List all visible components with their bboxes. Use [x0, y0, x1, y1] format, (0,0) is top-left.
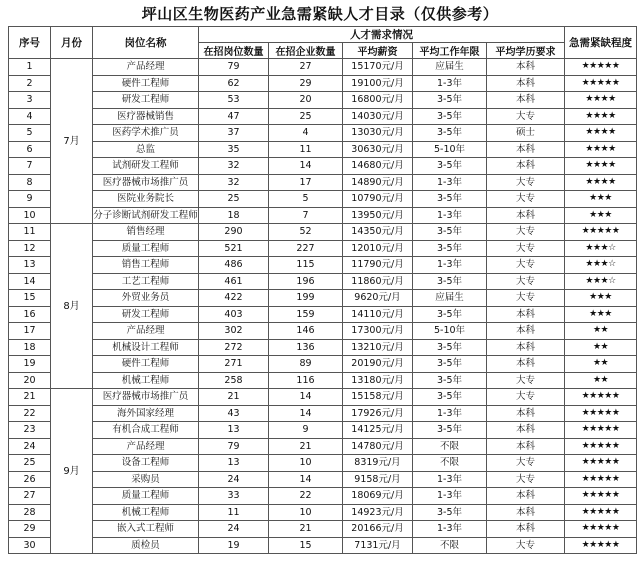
urgency-stars: ★★ — [565, 323, 637, 340]
urgency-stars: ★★★ — [565, 306, 637, 323]
table-row — [9, 257, 637, 274]
header-demand-group: 人才需求情况 — [199, 27, 565, 43]
row-number: 10 — [9, 207, 51, 224]
row-number: 22 — [9, 405, 51, 422]
open-posts: 521 — [199, 240, 269, 257]
education-level: 本科 — [487, 488, 565, 505]
education-level: 大专 — [487, 471, 565, 488]
hiring-companies: 20 — [269, 92, 343, 109]
row-number: 20 — [9, 372, 51, 389]
header-salary: 平均薪资 — [343, 43, 413, 59]
experience-years: 不限 — [413, 438, 487, 455]
table-row — [9, 537, 637, 554]
experience-years: 1-3年 — [413, 257, 487, 274]
month-cell: 8月 — [51, 224, 93, 389]
row-number: 16 — [9, 306, 51, 323]
position-name: 医疗器械市场推广员 — [93, 389, 199, 406]
open-posts: 272 — [199, 339, 269, 356]
position-name: 质检员 — [93, 537, 199, 554]
open-posts: 35 — [199, 141, 269, 158]
position-name: 工艺工程师 — [93, 273, 199, 290]
table-row — [9, 174, 637, 191]
average-salary: 8319元/月 — [343, 455, 413, 472]
row-number: 9 — [9, 191, 51, 208]
position-name: 机械工程师 — [93, 372, 199, 389]
hiring-companies: 22 — [269, 488, 343, 505]
education-level: 本科 — [487, 92, 565, 109]
experience-years: 1-3年 — [413, 405, 487, 422]
row-number: 1 — [9, 59, 51, 76]
urgency-stars: ★★★★ — [565, 141, 637, 158]
education-level: 本科 — [487, 405, 565, 422]
open-posts: 37 — [199, 125, 269, 142]
average-salary: 30630元/月 — [343, 141, 413, 158]
hiring-companies: 227 — [269, 240, 343, 257]
education-level: 本科 — [487, 141, 565, 158]
open-posts: 47 — [199, 108, 269, 125]
experience-years: 5-10年 — [413, 141, 487, 158]
experience-years: 3-5年 — [413, 191, 487, 208]
experience-years: 不限 — [413, 537, 487, 554]
position-name: 研发工程师 — [93, 306, 199, 323]
table-row — [9, 356, 637, 373]
experience-years: 1-3年 — [413, 75, 487, 92]
experience-years: 3-5年 — [413, 356, 487, 373]
urgency-stars: ★★ — [565, 372, 637, 389]
experience-years: 3-5年 — [413, 504, 487, 521]
hiring-companies: 11 — [269, 141, 343, 158]
hiring-companies: 21 — [269, 438, 343, 455]
position-name: 销售工程师 — [93, 257, 199, 274]
talent-table — [8, 26, 637, 554]
education-level: 本科 — [487, 438, 565, 455]
open-posts: 271 — [199, 356, 269, 373]
urgency-stars: ★★★ — [565, 290, 637, 307]
table-row — [9, 92, 637, 109]
education-level: 大专 — [487, 455, 565, 472]
average-salary: 13210元/月 — [343, 339, 413, 356]
open-posts: 258 — [199, 372, 269, 389]
month-cell: 7月 — [51, 59, 93, 224]
header-years: 平均工作年限 — [413, 43, 487, 59]
row-number: 30 — [9, 537, 51, 554]
table-row — [9, 306, 637, 323]
average-salary: 20166元/月 — [343, 521, 413, 538]
education-level: 本科 — [487, 75, 565, 92]
position-name: 机械设计工程师 — [93, 339, 199, 356]
experience-years: 3-5年 — [413, 125, 487, 142]
header-education: 平均学历要求 — [487, 43, 565, 59]
position-name: 医疗器械市场推广员 — [93, 174, 199, 191]
hiring-companies: 146 — [269, 323, 343, 340]
experience-years: 1-3年 — [413, 488, 487, 505]
education-level: 本科 — [487, 521, 565, 538]
open-posts: 486 — [199, 257, 269, 274]
table-row — [9, 158, 637, 175]
open-posts: 13 — [199, 455, 269, 472]
table-row — [9, 224, 637, 241]
row-number: 4 — [9, 108, 51, 125]
hiring-companies: 17 — [269, 174, 343, 191]
hiring-companies: 196 — [269, 273, 343, 290]
position-name: 试剂研发工程师 — [93, 158, 199, 175]
open-posts: 461 — [199, 273, 269, 290]
hiring-companies: 14 — [269, 471, 343, 488]
hiring-companies: 14 — [269, 389, 343, 406]
average-salary: 18069元/月 — [343, 488, 413, 505]
urgency-stars: ★★★★ — [565, 158, 637, 175]
education-level: 大专 — [487, 191, 565, 208]
average-salary: 15170元/月 — [343, 59, 413, 76]
urgency-stars: ★★★★★ — [565, 455, 637, 472]
hiring-companies: 199 — [269, 290, 343, 307]
table-row — [9, 290, 637, 307]
row-number: 21 — [9, 389, 51, 406]
row-number: 24 — [9, 438, 51, 455]
average-salary: 9620元/月 — [343, 290, 413, 307]
table-row — [9, 323, 637, 340]
urgency-stars: ★★★★ — [565, 174, 637, 191]
average-salary: 14030元/月 — [343, 108, 413, 125]
row-number: 28 — [9, 504, 51, 521]
average-salary: 7131元/月 — [343, 537, 413, 554]
education-level: 大专 — [487, 240, 565, 257]
position-name: 医院业务院长 — [93, 191, 199, 208]
education-level: 本科 — [487, 207, 565, 224]
table-row — [9, 125, 637, 142]
row-number: 7 — [9, 158, 51, 175]
experience-years: 5-10年 — [413, 323, 487, 340]
hiring-companies: 89 — [269, 356, 343, 373]
average-salary: 9158元/月 — [343, 471, 413, 488]
row-number: 3 — [9, 92, 51, 109]
experience-years: 3-5年 — [413, 224, 487, 241]
hiring-companies: 10 — [269, 455, 343, 472]
position-name: 质量工程师 — [93, 488, 199, 505]
urgency-stars: ★★★★★ — [565, 438, 637, 455]
month-cell: 9月 — [51, 389, 93, 554]
open-posts: 302 — [199, 323, 269, 340]
urgency-stars: ★★★★★ — [565, 224, 637, 241]
position-name: 海外国家经理 — [93, 405, 199, 422]
position-name: 采购员 — [93, 471, 199, 488]
experience-years: 3-5年 — [413, 389, 487, 406]
urgency-stars: ★★★★★ — [565, 422, 637, 439]
average-salary: 10790元/月 — [343, 191, 413, 208]
urgency-stars: ★★★★ — [565, 92, 637, 109]
urgency-stars: ★★★★★ — [565, 471, 637, 488]
open-posts: 53 — [199, 92, 269, 109]
open-posts: 21 — [199, 389, 269, 406]
average-salary: 14110元/月 — [343, 306, 413, 323]
position-name: 产品经理 — [93, 59, 199, 76]
open-posts: 79 — [199, 59, 269, 76]
table-row — [9, 471, 637, 488]
table-body — [9, 59, 637, 554]
header-urgency: 急需紧缺程度 — [565, 27, 637, 59]
table-row — [9, 207, 637, 224]
education-level: 本科 — [487, 158, 565, 175]
table-row — [9, 488, 637, 505]
experience-years: 1-3年 — [413, 521, 487, 538]
average-salary: 11860元/月 — [343, 273, 413, 290]
education-level: 大专 — [487, 537, 565, 554]
row-number: 27 — [9, 488, 51, 505]
row-number: 15 — [9, 290, 51, 307]
open-posts: 79 — [199, 438, 269, 455]
urgency-stars: ★★★★★ — [565, 75, 637, 92]
hiring-companies: 15 — [269, 537, 343, 554]
urgency-stars: ★★★★★ — [565, 389, 637, 406]
header-row-1 — [9, 27, 637, 43]
table-row — [9, 240, 637, 257]
row-number: 18 — [9, 339, 51, 356]
table-row — [9, 191, 637, 208]
position-name: 医疗器械销售 — [93, 108, 199, 125]
education-level: 大专 — [487, 174, 565, 191]
open-posts: 11 — [199, 504, 269, 521]
table-row — [9, 372, 637, 389]
average-salary: 14680元/月 — [343, 158, 413, 175]
urgency-stars: ★★★★★ — [565, 405, 637, 422]
education-level: 本科 — [487, 422, 565, 439]
table-row — [9, 339, 637, 356]
position-name: 产品经理 — [93, 438, 199, 455]
open-posts: 62 — [199, 75, 269, 92]
row-number: 2 — [9, 75, 51, 92]
hiring-companies: 136 — [269, 339, 343, 356]
row-number: 25 — [9, 455, 51, 472]
position-name: 机械工程师 — [93, 504, 199, 521]
open-posts: 18 — [199, 207, 269, 224]
open-posts: 32 — [199, 174, 269, 191]
row-number: 29 — [9, 521, 51, 538]
hiring-companies: 25 — [269, 108, 343, 125]
experience-years: 3-5年 — [413, 306, 487, 323]
average-salary: 13950元/月 — [343, 207, 413, 224]
position-name: 硬件工程师 — [93, 75, 199, 92]
urgency-stars: ★★★★★ — [565, 521, 637, 538]
position-name: 质量工程师 — [93, 240, 199, 257]
open-posts: 403 — [199, 306, 269, 323]
open-posts: 290 — [199, 224, 269, 241]
hiring-companies: 27 — [269, 59, 343, 76]
table-row — [9, 521, 637, 538]
average-salary: 11790元/月 — [343, 257, 413, 274]
table-row — [9, 108, 637, 125]
education-level: 本科 — [487, 323, 565, 340]
row-number: 12 — [9, 240, 51, 257]
experience-years: 应届生 — [413, 290, 487, 307]
open-posts: 19 — [199, 537, 269, 554]
experience-years: 不限 — [413, 455, 487, 472]
row-number: 23 — [9, 422, 51, 439]
education-level: 硕士 — [487, 125, 565, 142]
hiring-companies: 29 — [269, 75, 343, 92]
row-number: 11 — [9, 224, 51, 241]
experience-years: 3-5年 — [413, 108, 487, 125]
open-posts: 24 — [199, 521, 269, 538]
row-number: 8 — [9, 174, 51, 191]
hiring-companies: 115 — [269, 257, 343, 274]
urgency-stars: ★★ — [565, 356, 637, 373]
position-name: 销售经理 — [93, 224, 199, 241]
header-no: 序号 — [9, 27, 51, 59]
hiring-companies: 4 — [269, 125, 343, 142]
table-row — [9, 504, 637, 521]
average-salary: 14923元/月 — [343, 504, 413, 521]
education-level: 大专 — [487, 389, 565, 406]
average-salary: 14350元/月 — [343, 224, 413, 241]
experience-years: 1-3年 — [413, 207, 487, 224]
open-posts: 25 — [199, 191, 269, 208]
open-posts: 43 — [199, 405, 269, 422]
education-level: 本科 — [487, 356, 565, 373]
table-row — [9, 59, 637, 76]
row-number: 19 — [9, 356, 51, 373]
education-level: 大专 — [487, 290, 565, 307]
hiring-companies: 14 — [269, 405, 343, 422]
average-salary: 14780元/月 — [343, 438, 413, 455]
experience-years: 1-3年 — [413, 471, 487, 488]
education-level: 大专 — [487, 224, 565, 241]
urgency-stars: ★★★ — [565, 191, 637, 208]
hiring-companies: 21 — [269, 521, 343, 538]
average-salary: 14125元/月 — [343, 422, 413, 439]
average-salary: 15158元/月 — [343, 389, 413, 406]
average-salary: 20190元/月 — [343, 356, 413, 373]
position-name: 总监 — [93, 141, 199, 158]
urgency-stars: ★★★★★ — [565, 488, 637, 505]
urgency-stars: ★★★☆ — [565, 273, 637, 290]
row-number: 14 — [9, 273, 51, 290]
experience-years: 3-5年 — [413, 158, 487, 175]
urgency-stars: ★★★☆ — [565, 257, 637, 274]
average-salary: 16800元/月 — [343, 92, 413, 109]
education-level: 大专 — [487, 273, 565, 290]
position-name: 有机合成工程师 — [93, 422, 199, 439]
open-posts: 32 — [199, 158, 269, 175]
education-level: 本科 — [487, 504, 565, 521]
urgency-stars: ★★★★★ — [565, 504, 637, 521]
position-name: 分子诊断试剂研发工程师 — [93, 207, 199, 224]
table-row — [9, 422, 637, 439]
position-name: 设备工程师 — [93, 455, 199, 472]
hiring-companies: 159 — [269, 306, 343, 323]
position-name: 嵌入式工程师 — [93, 521, 199, 538]
experience-years: 3-5年 — [413, 92, 487, 109]
education-level: 本科 — [487, 339, 565, 356]
average-salary: 13030元/月 — [343, 125, 413, 142]
education-level: 本科 — [487, 306, 565, 323]
row-number: 26 — [9, 471, 51, 488]
position-name: 外贸业务员 — [93, 290, 199, 307]
experience-years: 3-5年 — [413, 273, 487, 290]
hiring-companies: 52 — [269, 224, 343, 241]
open-posts: 13 — [199, 422, 269, 439]
hiring-companies: 7 — [269, 207, 343, 224]
education-level: 本科 — [487, 59, 565, 76]
average-salary: 13180元/月 — [343, 372, 413, 389]
header-month: 月份 — [51, 27, 93, 59]
table-row — [9, 75, 637, 92]
row-number: 17 — [9, 323, 51, 340]
urgency-stars: ★★★☆ — [565, 240, 637, 257]
education-level: 大专 — [487, 372, 565, 389]
experience-years: 1-3年 — [413, 174, 487, 191]
experience-years: 3-5年 — [413, 422, 487, 439]
average-salary: 12010元/月 — [343, 240, 413, 257]
header-position: 岗位名称 — [93, 27, 199, 59]
urgency-stars: ★★★★★ — [565, 537, 637, 554]
urgency-stars: ★★★★ — [565, 125, 637, 142]
experience-years: 3-5年 — [413, 339, 487, 356]
document-title: 坪山区生物医药产业急需紧缺人才目录（仅供参考） — [141, 5, 499, 23]
urgency-stars: ★★★★ — [565, 108, 637, 125]
hiring-companies: 10 — [269, 504, 343, 521]
position-name: 产品经理 — [93, 323, 199, 340]
urgency-stars: ★★★ — [565, 207, 637, 224]
table-row — [9, 438, 637, 455]
position-name: 硬件工程师 — [93, 356, 199, 373]
row-number: 6 — [9, 141, 51, 158]
row-number: 5 — [9, 125, 51, 142]
row-number: 13 — [9, 257, 51, 274]
header-companies: 在招企业数量 — [269, 43, 343, 59]
hiring-companies: 5 — [269, 191, 343, 208]
hiring-companies: 116 — [269, 372, 343, 389]
open-posts: 24 — [199, 471, 269, 488]
education-level: 大专 — [487, 257, 565, 274]
table-row — [9, 455, 637, 472]
header-posts: 在招岗位数量 — [199, 43, 269, 59]
average-salary: 19100元/月 — [343, 75, 413, 92]
table-row — [9, 141, 637, 158]
average-salary: 17300元/月 — [343, 323, 413, 340]
average-salary: 17926元/月 — [343, 405, 413, 422]
experience-years: 3-5年 — [413, 372, 487, 389]
table-row — [9, 389, 637, 406]
hiring-companies: 9 — [269, 422, 343, 439]
education-level: 大专 — [487, 108, 565, 125]
position-name: 医药学术推广员 — [93, 125, 199, 142]
experience-years: 3-5年 — [413, 240, 487, 257]
experience-years: 应届生 — [413, 59, 487, 76]
table-row — [9, 273, 637, 290]
open-posts: 422 — [199, 290, 269, 307]
average-salary: 14890元/月 — [343, 174, 413, 191]
position-name: 研发工程师 — [93, 92, 199, 109]
urgency-stars: ★★ — [565, 339, 637, 356]
urgency-stars: ★★★★★ — [565, 59, 637, 76]
table-row — [9, 405, 637, 422]
hiring-companies: 14 — [269, 158, 343, 175]
open-posts: 33 — [199, 488, 269, 505]
